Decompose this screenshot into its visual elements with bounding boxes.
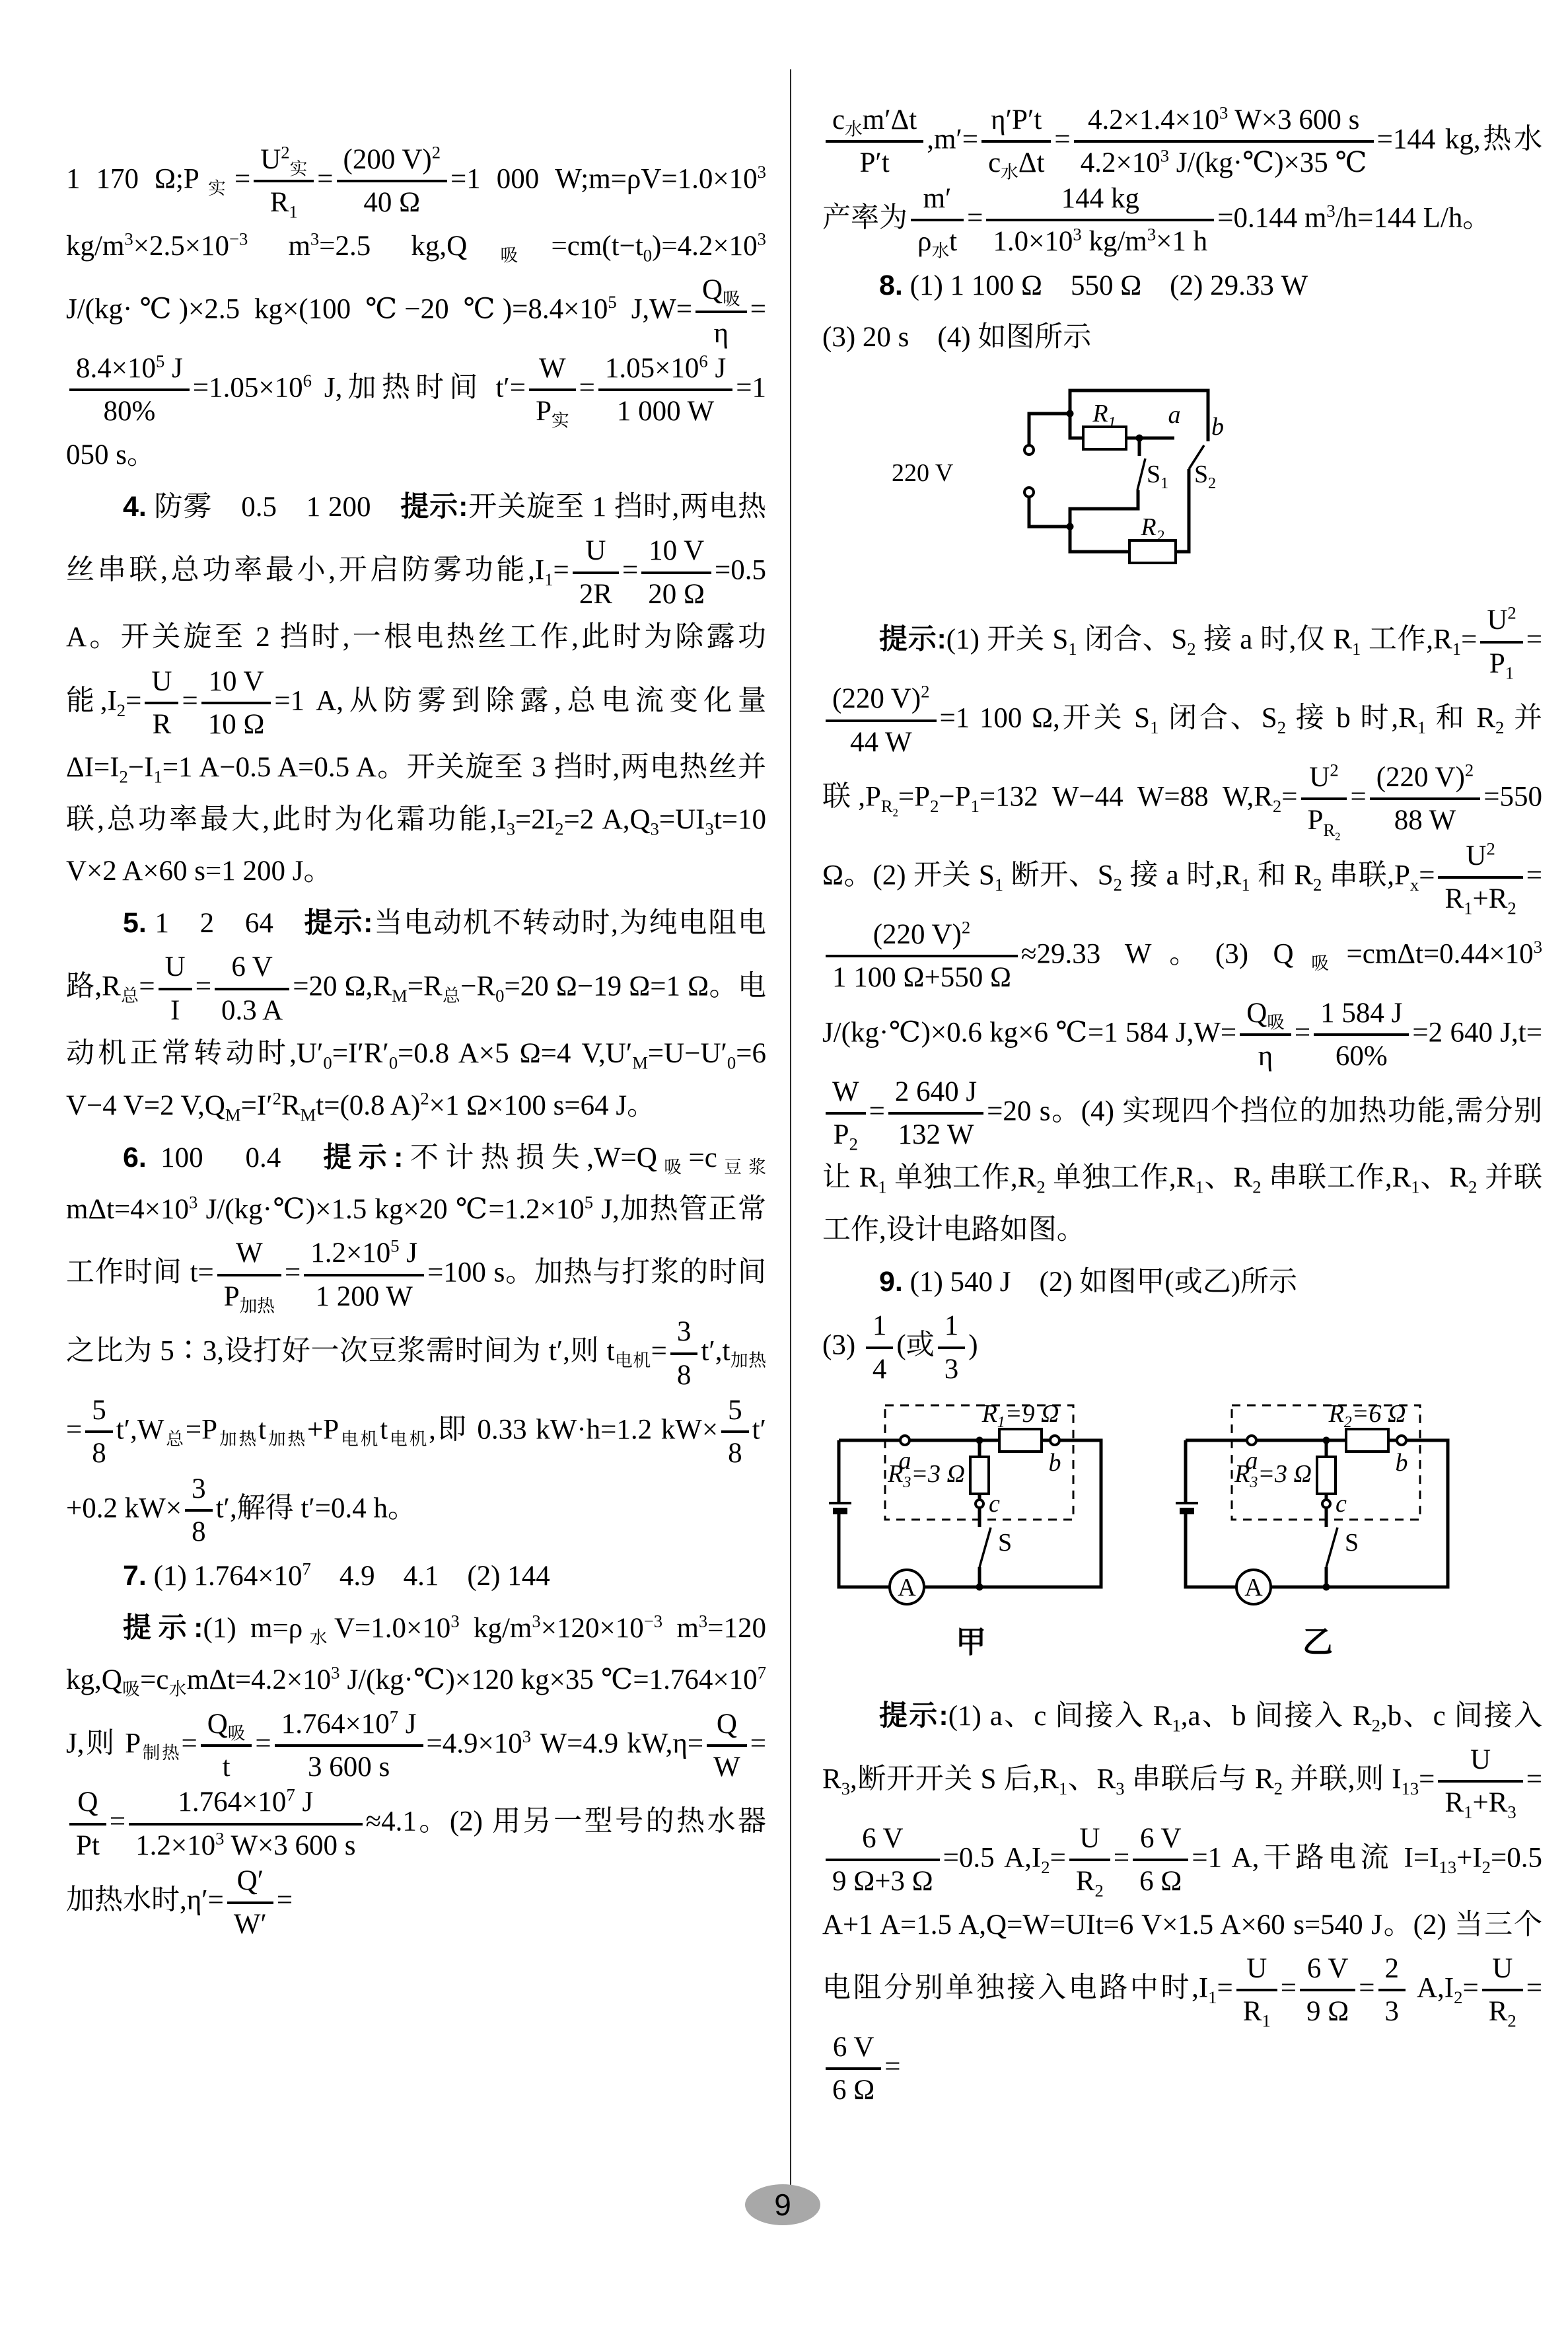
paragraph: 提示:(1) 开关 $S_1$ 闭合、$S_2$ 接 a 时,仅 $R_1$ 工作$,R_1=$ $\frac{U^2}{P_1}$ = $\frac{(220 V)^2}{44 W}$ =1 100 Ω,开关 $S_1$ 闭合、$S_2$ 接 b 时$,R_1$ 和 $R_2$ 并联$,P_{R_2}=P_2-P_1=132$ W−44 W=88 $W,R_2=$ $\frac{U^2}{P_{R_2}}$ = $\frac{(220 V)^2}{88 W}$ =550 Ω。(2) 开关 $S_1$ 断开、$S_2$ 接 a 时$,R_1$ 和 $R_2$ 串联$,P_x=$ $\frac{U^2}{R_1+R_2}$ = $\frac{(220 V)^2}{1 100 \Omega+550 \Omega}$ ≈29.33 W。(3) $Q_吸=cm\Delta t=0.44\times 10^3$ J/(kg·℃)×0.6 kg×6 ℃=1 584 J,W= $\frac{Q_吸}{\eta}$ = $\frac{1 584 J}{60\%}$ =2 640 J,t= $\frac{W}{P_2}$ = $\frac{2 640 J}{132 W}$ =20 s。(4) 实现四个挡位的加热功能,需分别让 $R_1$ 单独工作$,R_2$ 单独工作$,R_1$、$R_2$ 串联工作$,R_1$、$R_2$ 并联工作,设计电路如图。 [822, 603, 1543, 1245]
right-intro-paragraphs [822, 102, 1542, 363]
circuit8-wires [1029, 390, 1208, 552]
junction-node [1136, 435, 1143, 442]
junction-node [1323, 1437, 1330, 1444]
junction-node [1067, 523, 1074, 531]
terminal-b [1050, 1436, 1059, 1445]
tspan-shape: 1 [997, 1414, 1005, 1431]
ammeter-letter: A [898, 1574, 916, 1602]
tspan-shape: R [1092, 400, 1108, 428]
resistor-R1 [1083, 427, 1126, 449]
path-shape [1186, 1511, 1236, 1587]
paragraph: 提示:(1) a、c 间接入 $R_1,a$、b 间接入 $R_2,b$、c 间接入 $R_3$,断开开关 S 后$,R_1$、$R_3$ 串联后与 $R_2$ 并联,则 $I_{13}=$ $\frac{U}{R_1+R_3}$ = $\frac{6 V}{9 \Omega+3 \Omega}$ =0.5 $A,I_2=$ $\frac{U}{R_2}$ = $\frac{6 V}{6 \Omega}$ =1 A,干路电流 $I=I_{13}+I_2=0.5$ A+1 A=1.5 A,Q=W=UIt=6 V×1.5 A×60 s=540 J。(2) 当三个电阻分别单独接入电路中时$,I_1=$ $\frac{U}{R_1}$ = $\frac{6 V}{9 \Omega}$ = $\frac{2}{3}$ $A,I_2=$ $\frac{U}{R_2}$ = $\frac{6 V}{6 \Omega}$ = [822, 1699, 1542, 2106]
path-shape [1176, 469, 1189, 552]
tspan-shape: S [1194, 461, 1209, 489]
left-column [66, 142, 766, 1942]
tspan-shape: =6 Ω [1351, 1404, 1406, 1428]
paragraph: 提示:(1) $m=\rho_水V=1.0\times 10^3$ $kg/m^3\times 120\times 10^{-3}$ $m^3=120$ $kg,Q_吸=c_水m\Delta t=4.2\times 10^3$ J/(kg·℃)×120 kg×35 $℃=1.764\times 10^7$ J,则 $P_{制热}=$ $\frac{Q_吸}{t}$ = $\frac{1.764\times 10^7 J}{3 600 s}$ $=4.9\times 10^3$ W=4.9 kW,η= $\frac{Q}{W}$ = $\frac{Q}{Pt}$ = $\frac{1.764\times 10^7 J}{1.2\times 10^3 W\times 3 600 s}$ ≈4.1。(2) 用另一型号的热水器加热水时,η′= $\frac{Q'}{W'}$ = [66, 1611, 767, 1940]
tspan-shape: R [1141, 513, 1157, 542]
terminal-a [900, 1436, 909, 1445]
label-b: b [1211, 413, 1224, 441]
junction-node [1067, 410, 1074, 418]
tspan-shape: R [981, 1404, 997, 1428]
label-S1 [1147, 461, 1168, 492]
terminal-b [1397, 1436, 1406, 1445]
caption-jia: 甲 [956, 1625, 986, 1659]
ammeter-letter: A [1244, 1574, 1263, 1602]
circuit-figure-jia [829, 1404, 1113, 1670]
resistor-top [1346, 1429, 1388, 1452]
page-number-badge: 9 [745, 2184, 820, 2225]
path-shape [1137, 459, 1145, 490]
paragraph: $\frac{c_水m'\Delta t}{P't}$ ,m′= $\frac{\eta'P't}{c_水\Delta t}$ = $\frac{4.2\times 1.4\times 10^3 W\times 3 600 s}{4.2\times 10^3 J/(kg\cdot℃)\times 35 ℃}$ =144 kg,热水产率为 $\frac{m'}{\rho_水t}$ = $\frac{144 kg}{1.0\times 10^3 kg/m^3\times 1 h}$ =0.144 $m^3/h=144$ L/h。 [822, 102, 1542, 261]
tspan-shape: =3 Ω [1258, 1460, 1312, 1488]
paragraph: (3) 20 s (4) 如图所示 [822, 322, 1092, 353]
tspan-shape: 3 [903, 1474, 911, 1491]
circuit8-labels [892, 400, 1224, 545]
label-b: b [1048, 1449, 1061, 1477]
junction-node [976, 1437, 983, 1444]
circuit9a-components [829, 1405, 1073, 1604]
label-S2 [1194, 461, 1216, 492]
tspan-shape: =3 Ω [911, 1460, 965, 1488]
circuit-figure-problem8 [885, 382, 1542, 580]
circuit-figure-yi [1176, 1404, 1460, 1670]
supply-terminal-top [1024, 445, 1034, 455]
tspan-shape: R [888, 1460, 904, 1488]
tspan-shape: 3 [1250, 1474, 1258, 1491]
tspan-shape: S [1147, 461, 1161, 489]
junction-node [1323, 1584, 1330, 1591]
terminal-c [976, 1500, 983, 1508]
circuit9b-components [1176, 1405, 1420, 1604]
label-c: c [1336, 1490, 1347, 1518]
terminal-a [1247, 1436, 1256, 1445]
label-a: a [1168, 401, 1181, 429]
resistor-top [999, 1429, 1042, 1452]
path-shape [1029, 414, 1070, 445]
resistor-R2 [1129, 540, 1176, 563]
right-column [822, 102, 1542, 2108]
label-S: S [998, 1529, 1013, 1557]
label-Rtop [1328, 1404, 1406, 1431]
paragraph: 1 170 $\Omega;P_实=$ $\frac{U^2_实}{R_1}$ = $\frac{(200 V)^2}{40 \Omega}$ =1 000 $W;m=\rho V=1.0\times 10^3$ $kg/m^3\times 2.5\times 10^{-3}$ $m^3=2.5$ $kg,Q_吸=cm(t-t_0)=4.2\times 10^3$ J/(kg·℃)×2.5 kg×(100 ℃−20 $℃)=8.4\times 10^5$ J,W= $\frac{Q_吸}{\eta}$ = $\frac{8.4\times 10^5 J}{80\%}$ $=1.05\times 10^6$ J,加热时间 t′= $\frac{W}{P_实}$ = $\frac{1.05\times 10^6 J}{1 000 W}$ =1 050 s。 [66, 142, 766, 470]
path-shape [980, 1528, 991, 1567]
paragraph: 7. (1) $1.764\times 10^7$ 4.9 4.1 (2) 144 [123, 1559, 550, 1592]
tspan-shape: 2 [1156, 528, 1164, 546]
paragraph: (3) $\frac{1}{4}$ (或 $\frac{1}{3}$ ) [822, 1308, 1542, 1387]
tspan-shape: 1 [1108, 414, 1116, 432]
path-shape [1029, 497, 1070, 527]
tspan-shape: 2 [1208, 475, 1217, 493]
circuit9a-svg [829, 1404, 1113, 1605]
label-a: a [898, 1447, 911, 1475]
circuit-figures-problem9 [829, 1404, 1542, 1670]
resistor-R3 [1317, 1457, 1336, 1494]
circuit8-svg [885, 382, 1229, 580]
label-Rtop [981, 1404, 1059, 1431]
paragraph: 6. 100 0.4 提示:不计热损失$,W=Q_吸=c_{豆浆}m\Delta t=4\times 10^3$ J/(kg·℃)×1.5 kg×20 $℃=1.2\times 10^5$ J,加热管正常工作时间 t= $\frac{W}{P_{加热}}$ = $\frac{1.2\times 10^5 J}{1 200 W}$ =100 s。加热与打浆的时间之比为 5∶3,设打好一次豆浆需时间为 t′,则 $t_{电机}=$ $\frac{3}{8}$ $t',t_{加热}=$ $\frac{5}{8}$ $t',W_总=P_{加热}t_{加热}+P_{电机}t_{电机}$,即 0.33 kW·h=1.2 kW× $\frac{5}{8}$ t′+0.2 kW× $\frac{3}{8}$ t′,解得 t′=0.4 h。 [66, 1141, 767, 1548]
tspan-shape: R [1234, 1460, 1250, 1488]
path-shape [1326, 1528, 1337, 1567]
label-R1 [1092, 400, 1116, 431]
supply-voltage-label: 220 V [892, 459, 954, 488]
paragraph: 9. (1) 540 J (2) 如图甲(或乙)所示 [879, 1265, 1298, 1298]
label-c: c [989, 1490, 1000, 1518]
tspan-shape: =9 Ω [1005, 1404, 1059, 1428]
column-divider [790, 69, 791, 2187]
tspan-shape: 2 [1343, 1414, 1352, 1431]
path-shape [1070, 414, 1083, 438]
supply-terminal-bottom [1024, 488, 1034, 497]
right-section9-paragraphs [822, 1690, 1542, 2108]
junction-node [976, 1584, 983, 1591]
label-S: S [1345, 1529, 1359, 1557]
paragraph: 5. 1 2 64 提示:当电动机不转动时,为纯电阻电路$,R_总=$ $\frac{U}{I}$ = $\frac{6 V}{0.3 A}$ =20 $\Omega,R_M=R_总-R_0=20$ Ω−19 Ω=1 Ω。电动机正常转动时$,U'_0=I'R'_0=0.8$ A×5 Ω=4 $V,U'_M=U-U'_0=6$ V−4 V=2 $V,Q_M=I'^2R_Mt=(0.8$ A)$^2$×1 Ω×100 s=64 J。 [66, 907, 767, 1125]
paragraph: 4. 防雾 0.5 1 200 提示:开关旋至 1 挡时,两电热丝串联,总功率最小,开启防雾功能$,I_1=$ $\frac{U}{2R}$ = $\frac{10 V}{20 \Omega}$ =0.5 A。开关旋至 2 挡时,一根电热丝工作,此时为除露功能$,I_2=$ $\frac{U}{R}$ = $\frac{10 V}{10 \Omega}$ =1 A,从防雾到除露,总电流变化量 $\Delta I=I_2-I_1=1$ A−0.5 A=0.5 A。开关旋至 3 挡时,两电热丝并联,总功率最大,此时为化霜功能$,I_3=2I_2=2$ $A,Q_3=UI_3t=10$ V×2 A×60 s=1 200 J。 [66, 491, 767, 887]
circuit9b-svg [1176, 1404, 1460, 1605]
path-shape [1070, 490, 1138, 527]
label-b: b [1395, 1449, 1408, 1477]
label-R2 [1140, 513, 1164, 545]
paragraph: 8. (1) 1 100 Ω 550 Ω (2) 29.33 W [879, 269, 1308, 301]
caption-yi: 乙 [1302, 1625, 1333, 1659]
tspan-shape: R [1328, 1404, 1344, 1428]
terminal-c [1322, 1500, 1330, 1508]
resistor-R3 [970, 1457, 989, 1494]
path-shape [839, 1511, 890, 1587]
right-section8-paragraphs [822, 603, 1542, 1387]
path-shape [1070, 527, 1129, 552]
tspan-shape: 1 [1160, 475, 1169, 493]
label-a: a [1245, 1447, 1258, 1475]
